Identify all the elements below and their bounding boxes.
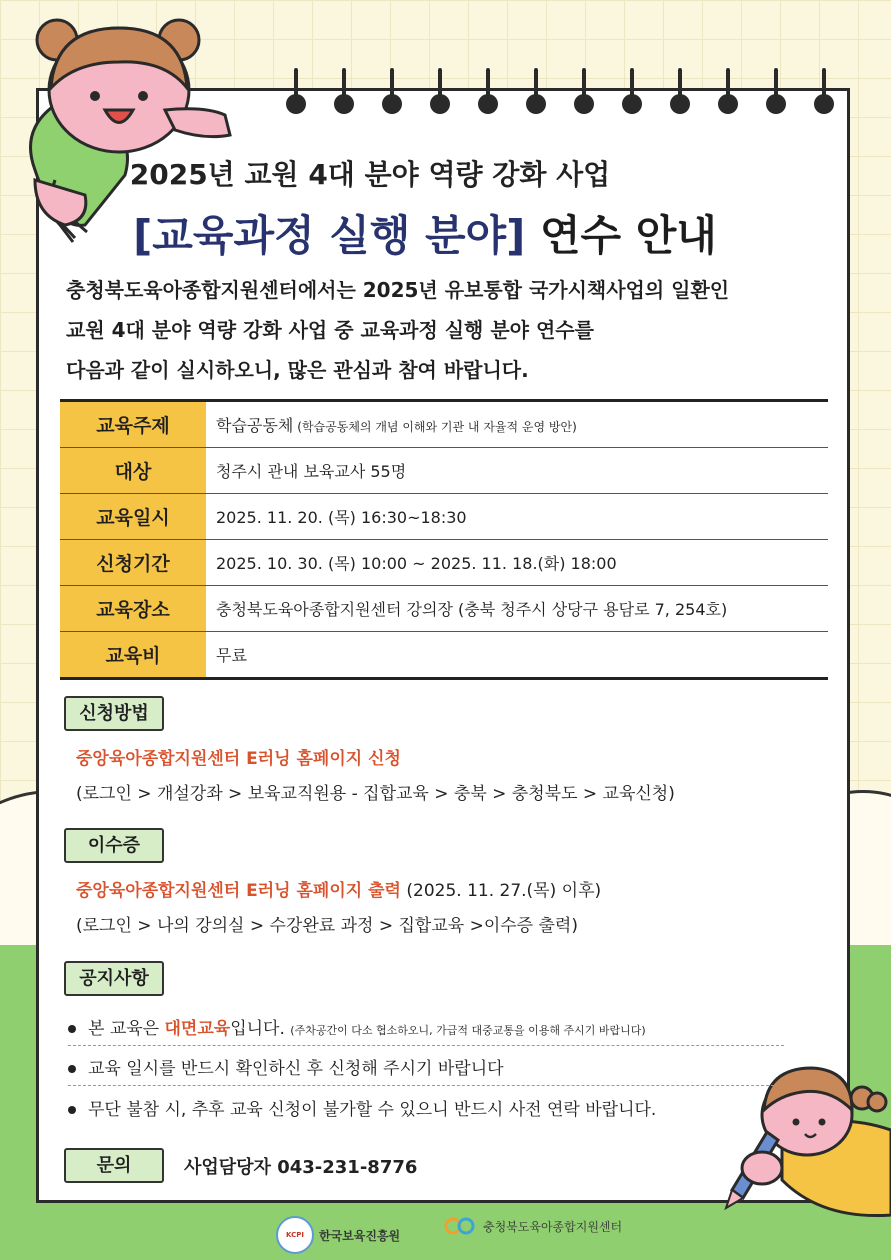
bullet-icon [68, 1106, 76, 1114]
binder-ring [622, 94, 642, 114]
binder-ring [286, 94, 306, 114]
row-value: 무료 [216, 646, 247, 665]
notice-text: 본 교육은 [88, 1019, 165, 1039]
row-value: 충청북도육아종합지원센터 강의장 (충북 청주시 상당구 용담로 7, 254호) [206, 586, 828, 632]
bullet-icon [68, 1025, 76, 1033]
notice-badge: 공지사항 [64, 961, 164, 996]
notice-text: 무단 불참 시, 추후 교육 신청이 불가할 수 있으니 반드시 사전 연락 바랍니다. [88, 1100, 657, 1120]
intro-line: 교원 4대 분야 역량 강화 사업 중 교육과정 실행 분야 연수를 [66, 318, 594, 342]
topic-value: 학습공동체 [216, 416, 294, 435]
table-row [60, 494, 828, 540]
certificate-path: (로그인 > 나의 강의실 > 수강완료 과정 > 집합교육 >이수증 출력) [76, 916, 578, 936]
table-row [60, 401, 828, 448]
binder-ring [814, 94, 834, 114]
binder-ring [526, 94, 546, 114]
bullet-icon [68, 1065, 76, 1073]
footer-org-name: 한국보육진흥원 [319, 1228, 401, 1243]
row-value [206, 401, 828, 448]
apply-path: (로그인 > 개설강좌 > 보육교직원용 - 집합교육 > 충북 > 충청북도 > 교육신청) [76, 784, 675, 804]
row-label: 대상 [60, 448, 206, 494]
title-rest: 연수 안내 [539, 211, 717, 260]
certificate-link[interactable]: 중앙육아종합지원센터 E러닝 홈페이지 출력 [76, 881, 401, 901]
binder-ring [670, 94, 690, 114]
contact-text: 사업담당자 043-231-8776 [184, 1157, 418, 1178]
binder-ring [718, 94, 738, 114]
intro-line: 다음과 같이 실시하오니, 많은 관심과 참여 바랍니다. [66, 358, 529, 382]
kcpi-logo-icon: KCPI [276, 1216, 314, 1254]
table-row [60, 586, 828, 632]
table-row [60, 448, 828, 494]
intro-line: 충청북도육아종합지원센터에서는 2025년 유보통합 국가시책사업의 일환인 [66, 278, 730, 302]
row-value: 2025. 11. 20. (목) 16:30~18:30 [206, 494, 828, 540]
title-highlight: [교육과정 실행 분야] [133, 211, 526, 260]
apply-link[interactable]: 중앙육아종합지원센터 E러닝 홈페이지 신청 [76, 749, 401, 769]
notice-item [68, 1054, 784, 1086]
notice-highlight: 대면교육 [164, 1019, 231, 1039]
page-title [0, 203, 850, 263]
row-label: 신청기간 [60, 540, 206, 586]
binder-ring [382, 94, 402, 114]
row-label: 교육비 [60, 632, 206, 679]
center-logo-icon [444, 1216, 478, 1236]
row-label: 교육장소 [60, 586, 206, 632]
certificate-badge: 이수증 [64, 828, 164, 863]
binder-ring [574, 94, 594, 114]
certificate-line [76, 876, 601, 901]
table-row [60, 632, 828, 679]
notice-item [68, 1014, 784, 1046]
binder-ring [478, 94, 498, 114]
notice-small-note: (주차공간이 다소 협소하오니, 가급적 대중교통을 이용해 주시기 바랍니다) [290, 1024, 646, 1037]
page-subtitle: 2025년 교원 4대 분야 역량 강화 사업 [129, 158, 611, 191]
training-info-table [60, 399, 828, 680]
footer-org-name: 충청북도육아종합지원센터 [483, 1219, 623, 1234]
certificate-date: (2025. 11. 27.(목) 이후) [406, 881, 602, 901]
footer-logo-kcpi [276, 1216, 400, 1254]
contact-badge: 문의 [64, 1148, 164, 1183]
apply-method-badge: 신청방법 [64, 696, 164, 731]
binder-ring [430, 94, 450, 114]
table-row [60, 540, 828, 586]
binder-ring [766, 94, 786, 114]
row-value: 청주시 관내 보육교사 55명 [206, 448, 828, 494]
row-label: 교육일시 [60, 494, 206, 540]
notice-text: 입니다. [230, 1019, 285, 1039]
row-label: 교육주제 [60, 401, 206, 448]
notice-text: 교육 일시를 반드시 확인하신 후 신청해 주시기 바랍니다 [88, 1059, 504, 1079]
row-value: 2025. 10. 30. (목) 10:00 ~ 2025. 11. 18.(화) 18:00 [206, 540, 828, 586]
notice-item [68, 1095, 656, 1126]
intro-paragraph [66, 270, 826, 390]
footer-logo-center [444, 1216, 622, 1236]
topic-note: (학습공동체의 개념 이해와 기관 내 자율적 운영 방안) [297, 420, 577, 434]
binder-ring [334, 94, 354, 114]
